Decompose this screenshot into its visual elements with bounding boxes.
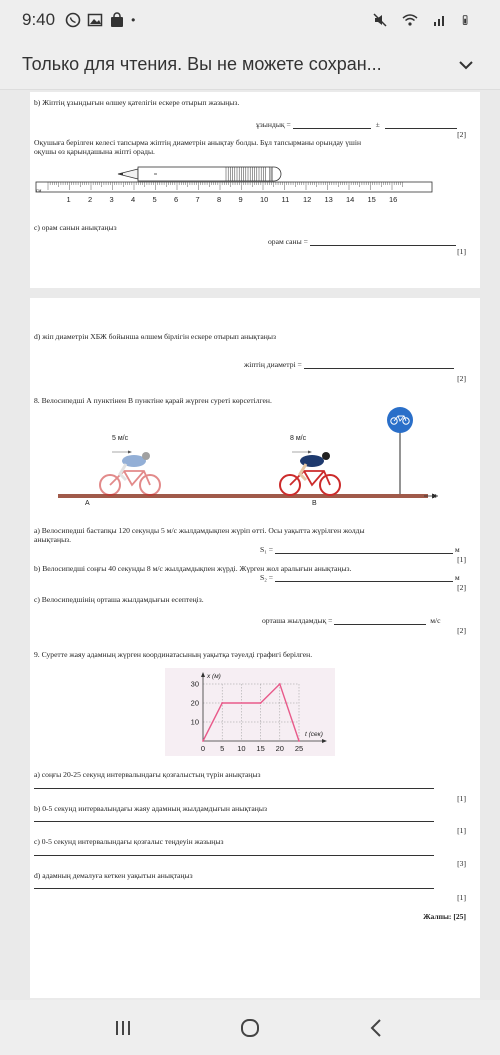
- home-icon[interactable]: [238, 1016, 262, 1040]
- ruler-tick-label: 1: [66, 195, 71, 204]
- question-9-text: 9. Суретте жаяу адамның жүрген координатасының уақытқа тәуелді графигі берілген.: [34, 650, 313, 659]
- question-8a-text-1: a) Велосипедші бастапқы 120 секунды 5 м/с жылдамдықпен жүріп өтті. Осы уақытта жүрілген жолды: [34, 526, 365, 535]
- length-label: ұзындық =: [256, 120, 291, 129]
- length-answer-row: [256, 120, 457, 129]
- chart-x-axis-label: t (сек): [305, 731, 323, 738]
- status-time: 9:40: [22, 10, 56, 29]
- mark-d: [2]: [457, 374, 466, 383]
- question-9a-text: a) соңғы 20-25 секунд интервалындағы қозғалыстың түрін анықтаңыз: [34, 770, 261, 779]
- s1-blank[interactable]: [275, 553, 453, 554]
- mark-c: [1]: [457, 247, 466, 256]
- chart-y-tick-label: 20: [190, 698, 199, 708]
- ruler-tick-label: 13: [324, 195, 333, 204]
- question-8c-text: c) Велосипедшінің орташа жылдамдығын есептеңіз.: [34, 595, 204, 604]
- answer-line-9c[interactable]: [34, 855, 434, 856]
- mark-b: [2]: [457, 130, 466, 139]
- ruler-tick-label: 2: [88, 195, 93, 204]
- mute-icon: [372, 12, 388, 28]
- chart-y-axis-label: x (м): [207, 673, 221, 680]
- cyclist-illustration: [54, 406, 450, 512]
- question-9c-text: c) 0-5 секунд интервалындағы қозғалыс теңдеуін жазыңыз: [34, 837, 224, 846]
- diameter-answer-row: [244, 360, 454, 369]
- mark-9a: [1]: [457, 794, 466, 803]
- recent-apps-icon[interactable]: [111, 1016, 135, 1040]
- ruler-tick-label: 15: [367, 195, 376, 204]
- chart-x-tick-label: 5: [220, 744, 225, 753]
- ruler-tick-label: 4: [131, 195, 136, 204]
- ruler-tick-label: 6: [174, 195, 179, 204]
- chart-x-tick-label: 10: [237, 744, 246, 753]
- turns-blank[interactable]: [310, 245, 456, 246]
- ruler-tick-label: 11: [281, 195, 290, 204]
- chart-x-tick-label: 20: [275, 744, 284, 753]
- task-text-2: оқушы өз қарындашына жіпті орады.: [34, 147, 155, 156]
- gallery-icon: [87, 12, 103, 28]
- document-page-1: [30, 92, 480, 288]
- more-dots-icon: •: [131, 13, 136, 27]
- chart-x-tick-label: 25: [294, 744, 304, 753]
- chevron-down-icon[interactable]: [454, 53, 478, 77]
- android-navigation-bar: [0, 1000, 500, 1055]
- avg-speed-unit: м/с: [430, 616, 441, 625]
- ruler-tick-label: 3: [109, 195, 114, 204]
- chart-x-tick-label: 0: [200, 744, 206, 753]
- ruler-tick-label: 5: [152, 195, 157, 204]
- question-8b-text: b) Велосипедші соңғы 40 секунды 8 м/с жылдамдықпен жүрді. Жүрген жол аралығын анықтаңыз.: [34, 564, 352, 573]
- s2-label: S₂ =: [260, 573, 274, 582]
- ruler-tick-label: 9: [238, 195, 243, 204]
- pencil-icon: [118, 167, 281, 181]
- avg-speed-answer-row: [262, 616, 441, 625]
- answer-line-9b[interactable]: [34, 821, 434, 822]
- question-8-text: 8. Велосипедші А пунктінен В пунктіне қарай жүрген суреті көрсетілген.: [34, 396, 272, 405]
- ruler-unit: см: [36, 189, 42, 194]
- chart-point: [260, 702, 262, 704]
- cyclist-2-icon: [280, 452, 340, 495]
- mark-8b: [2]: [457, 583, 466, 592]
- ruler-tick-label: 12: [303, 195, 312, 204]
- mark-9b: [1]: [457, 826, 466, 835]
- banner-title: Только для чтения. Вы не можете сохран...: [22, 54, 382, 74]
- diameter-blank[interactable]: [304, 368, 454, 369]
- read-only-banner: [0, 40, 500, 90]
- chart-point: [279, 683, 281, 685]
- ruler-tick-label: 14: [346, 195, 355, 204]
- mark-8c: [2]: [457, 626, 466, 635]
- answer-line-9a[interactable]: [34, 788, 434, 789]
- signal-icon: [432, 12, 448, 28]
- question-c-text: c) орам санын анықтаңыз: [34, 223, 117, 232]
- ruler: [36, 182, 432, 192]
- turns-answer-row: [268, 237, 456, 246]
- ruler-tick-label: 8: [217, 195, 222, 204]
- question-9d-text: d) адамның демалуға кеткен уақытын анықтаңыз: [34, 871, 193, 880]
- battery-icon: [462, 12, 472, 28]
- mark-8a: [1]: [457, 555, 466, 564]
- plus-minus: ±: [375, 120, 380, 129]
- wifi-icon: [402, 12, 418, 28]
- s1-answer-row: [260, 545, 460, 554]
- length-blank[interactable]: [293, 128, 371, 129]
- avg-speed-label: орташа жылдамдық =: [262, 616, 333, 625]
- chart-point: [298, 740, 300, 742]
- s2-unit: м: [454, 573, 460, 582]
- chart-y-tick-label: 30: [190, 679, 199, 689]
- s2-answer-row: [260, 573, 460, 582]
- s1-unit: м: [454, 545, 460, 554]
- chart-point: [221, 702, 223, 704]
- error-blank[interactable]: [385, 128, 457, 129]
- whatsapp-icon: [65, 12, 81, 28]
- pencil-ruler-illustration: [34, 158, 446, 214]
- question-8a-text-2: анықтаңыз.: [34, 535, 72, 544]
- turns-label: орам саны =: [268, 237, 308, 246]
- avg-speed-blank[interactable]: [334, 624, 426, 625]
- s2-blank[interactable]: [275, 581, 453, 582]
- mark-9d: [1]: [457, 893, 466, 902]
- chart-x-tick-label: 15: [256, 744, 265, 753]
- shopping-bag-icon: [109, 12, 125, 28]
- question-b-text: b) Жіптің ұзындығын өлшеу қателігін ескере отырып жазыңыз.: [34, 98, 240, 107]
- cyclist-1-icon: [100, 452, 160, 495]
- question-d-text: d) жіп диаметрін ХБЖ бойынша өлшем бірлігін ескере отырып анықтаңыз: [34, 332, 276, 341]
- point-b-label: B: [312, 500, 317, 507]
- chart-point: [202, 740, 204, 742]
- ruler-tick-label: 16: [389, 195, 398, 204]
- position-time-chart: [165, 668, 335, 756]
- point-a-label: A: [85, 500, 90, 507]
- task-text-1: Оқушыға берілген келесі тапсырма жіптің диаметрін анықтау болды. Бұл тапсырманы орындау үшін: [34, 138, 362, 147]
- x-axis-label: x: [433, 493, 437, 500]
- ruler-tick-label: 10: [260, 195, 269, 204]
- answer-line-9d[interactable]: [34, 888, 434, 889]
- question-9b-text: b) 0-5 секунд интервалындағы жаяу адамның жылдамдығын анықтаңыз: [34, 804, 267, 813]
- back-icon[interactable]: [365, 1016, 389, 1040]
- speed-label-2: 8 м/с: [290, 435, 307, 442]
- ruler-tick-label: 7: [195, 195, 200, 204]
- mark-9c: [3]: [457, 859, 466, 868]
- chart-y-tick-label: 10: [190, 717, 199, 727]
- status-bar: [0, 0, 500, 40]
- document-page-2: [30, 298, 480, 998]
- diameter-label: жіптің диаметрі =: [244, 360, 302, 369]
- total-score: Жалпы: [25]: [423, 912, 466, 921]
- speed-label-1: 5 м/с: [112, 435, 129, 442]
- s1-label: S₁ =: [260, 545, 274, 554]
